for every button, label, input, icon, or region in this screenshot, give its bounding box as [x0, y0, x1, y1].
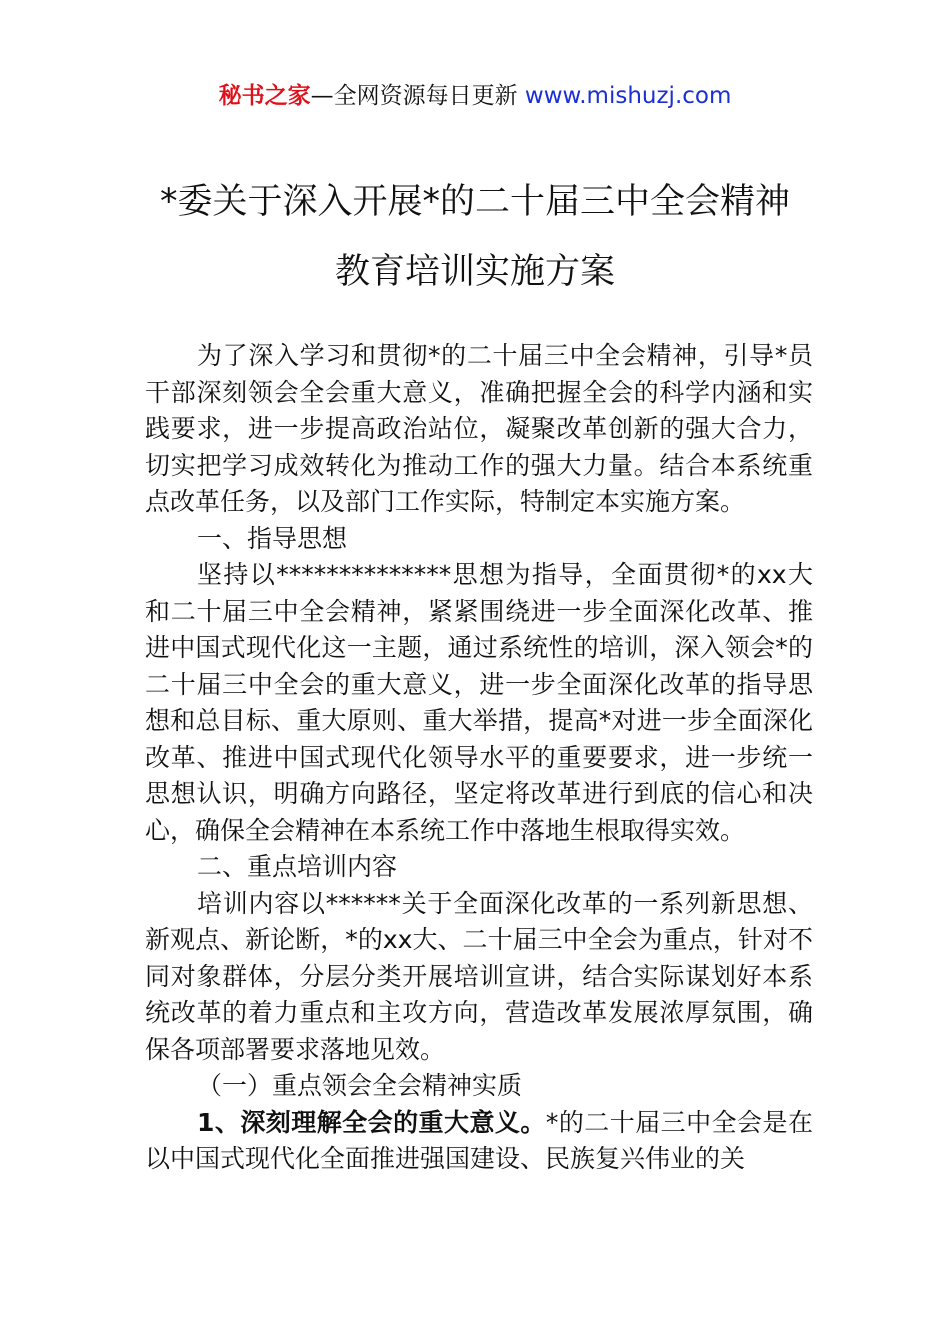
- document-title-line-1: *委关于深入开展*的二十届三中全会精神: [159, 182, 790, 222]
- document-title-line-2: 教育培训实施方案: [334, 252, 615, 292]
- brand-name: 秘书之家: [218, 83, 311, 109]
- section-2-paragraph: 培训内容以******关于全面深化改革的一系列新思想、新观点、新论断，*的xx大、二十届三中全会为重点，针对不同对象群体，分层分类开展培训宣讲，结合实际谋划好本系统改革的着力重点和主攻方向，营造改革发展浓厚氛围，确保各项部署要求落地见效。: [145, 888, 813, 1064]
- site-header: [0, 80, 950, 112]
- item-1-text: *的二十届三中全会是在以中国式现代化全面推进强国建设、民族复兴伟业的关: [145, 1107, 813, 1173]
- site-url-link[interactable]: www.mishuzj.com: [524, 83, 732, 109]
- document-body: [145, 338, 813, 1178]
- subsection-1-heading: （一）重点领会全会精神实质: [197, 1071, 523, 1100]
- section-1-heading: 一、指导思想: [197, 523, 348, 553]
- item-1-bold-lead: 1、深刻理解全会的重大意义。: [197, 1107, 546, 1137]
- section-1-paragraph: 坚持以**************思想为指导，全面贯彻*的xx大和二十届三中全会精神，紧紧围绕进一步全面深化改革、推进中国式现代化这一主题，通过系统性的培训，深入领会*的二十届三中全会的重大意义，进一步全面深化改革的指导思想和总目标、重大原则、重大举措，提高*对进一步全面深化改革、推进中国式现代化领导水平的重要要求，进一步统一思想认识，明确方向路径，坚定将改革进行到底的信心和决心，确保全会精神在本系统工作中落地生根取得实效。: [145, 560, 813, 845]
- item-1-paragraph: [145, 1105, 813, 1178]
- intro-paragraph: 为了深入学习和贯彻*的二十届三中全会精神，引导*员干部深刻领会全会重大意义，准确把握全会的科学内涵和实践要求，进一步提高政治站位，凝聚改革创新的强大合力，切实把学习成效转化为推动工作的强大力量。结合本系统重点改革任务，以及部门工作实际，特制定本实施方案。: [145, 341, 813, 516]
- header-tagline: —全网资源每日更新: [310, 83, 525, 109]
- section-2-heading: 二、重点培训内容: [197, 852, 398, 881]
